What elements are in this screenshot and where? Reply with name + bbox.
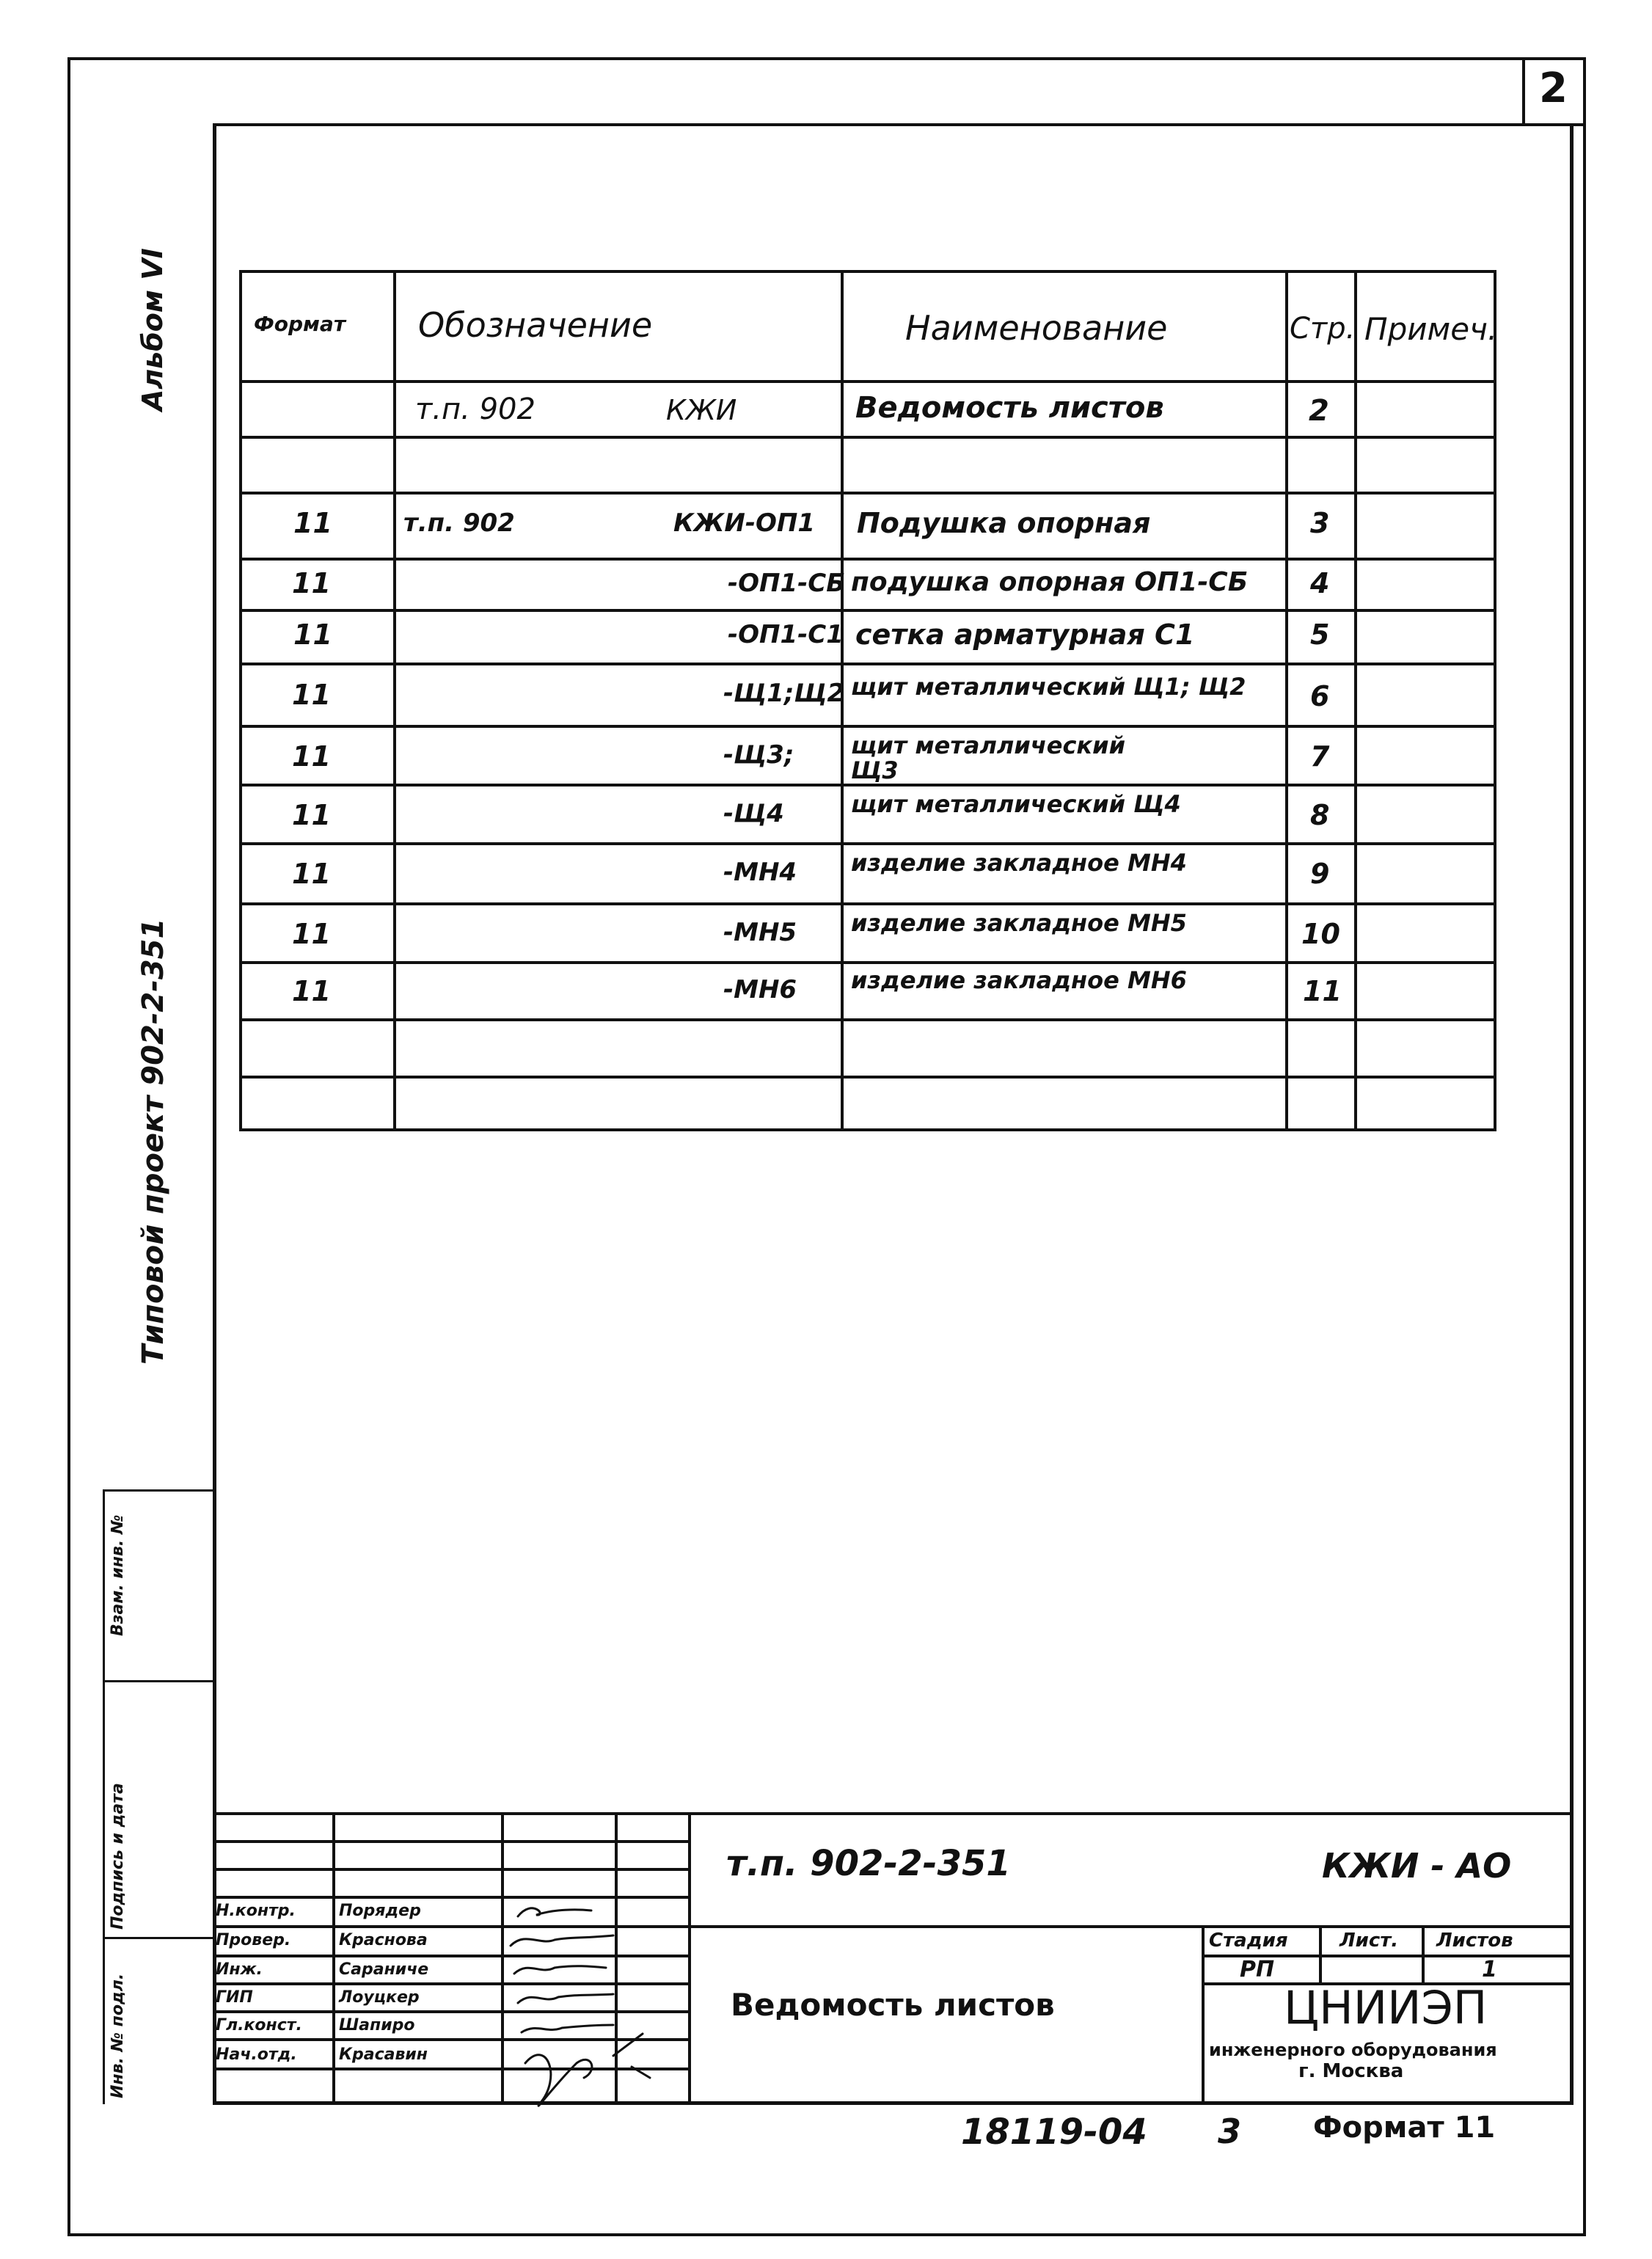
person-name: Лоуцкер <box>339 1988 420 2007</box>
header-page: Стр. <box>1290 312 1356 346</box>
project-label: Типовой проект 902-2-351 <box>136 918 170 1365</box>
title-name: Ведомость листов <box>731 1987 1055 2023</box>
row8-page: 9 <box>1310 858 1330 890</box>
row4-designation-right: -ОП1-С1 <box>728 620 844 649</box>
album-label: Альбом VI <box>136 248 169 411</box>
org-name: ЦНИИЭП <box>1284 1981 1488 2034</box>
row6-name: щит металлический Щ3 <box>851 731 1125 784</box>
label-sheets: Листов <box>1436 1930 1513 1952</box>
row5-designation-right: -Щ1;Щ2 <box>723 679 845 708</box>
stamp-label-inv: Инв. № подл. <box>109 1973 127 2098</box>
footer-code: 18119-04 <box>961 2112 1147 2153</box>
row4-format: 11 <box>293 618 332 651</box>
header-name: Наименование <box>905 308 1168 348</box>
row8-designation-right: -МН4 <box>723 858 797 887</box>
org-city: г. Москва <box>1298 2060 1404 2082</box>
row8-format: 11 <box>292 858 331 890</box>
row10-name: изделие закладное МН6 <box>851 966 1187 994</box>
person-name: Сараниче <box>339 1960 429 1979</box>
row2-format: 11 <box>293 507 332 539</box>
value-stage: РП <box>1240 1957 1275 1982</box>
row10-format: 11 <box>292 975 331 1007</box>
row9-format: 11 <box>292 918 331 950</box>
header-format: Формат <box>254 312 346 336</box>
row2-designation-right: КЖИ-ОП1 <box>673 508 815 538</box>
header-designation: Обозначение <box>418 305 653 345</box>
row4-name: сетка арматурная С1 <box>855 618 1195 651</box>
row9-page: 10 <box>1301 918 1340 950</box>
label-sheet: Лист. <box>1339 1930 1399 1952</box>
row0-name: Ведомость листов <box>855 391 1164 425</box>
row4-page: 5 <box>1310 618 1330 651</box>
row7-name: щит металлический Щ4 <box>851 790 1181 818</box>
row9-designation-right: -МН5 <box>723 918 797 947</box>
row5-name: щит металлический Щ1; Щ2 <box>851 673 1246 701</box>
person-role: Н.контр. <box>216 1902 296 1920</box>
row9-name: изделие закладное МН5 <box>851 909 1187 937</box>
label-stage: Стадия <box>1209 1930 1288 1952</box>
person-name: Красавин <box>339 2045 428 2064</box>
title-doc-code: т.п. 902-2-351 <box>726 1843 1011 1884</box>
row8-name: изделие закладное МН4 <box>851 849 1187 877</box>
row3-page: 4 <box>1310 567 1330 599</box>
row7-page: 8 <box>1310 799 1330 831</box>
footer-format: Формат 11 <box>1313 2111 1496 2145</box>
row7-format: 11 <box>292 799 331 831</box>
stamp-label-replace: Взам. инв. № <box>109 1514 127 1636</box>
row6-format: 11 <box>292 740 331 773</box>
org-sub: инженерного оборудования <box>1209 2040 1497 2060</box>
row2-designation-left: т.п. 902 <box>403 508 515 538</box>
row2-name: Подушка опорная <box>857 507 1151 539</box>
row6-page: 7 <box>1310 740 1330 773</box>
person-role: Гл.конст. <box>216 2016 302 2034</box>
person-name: Краснова <box>339 1931 428 1949</box>
person-name: Шапиро <box>339 2016 415 2034</box>
row6-designation-right: -Щ3; <box>723 740 794 770</box>
person-name: Порядер <box>339 1902 421 1920</box>
sheet-number: 2 <box>1539 65 1568 112</box>
row10-designation-right: -МН6 <box>723 975 797 1004</box>
person-role: Нач.отд. <box>216 2045 297 2064</box>
row5-page: 6 <box>1310 680 1330 712</box>
stamp-label-sign: Подпись и дата <box>109 1783 127 1930</box>
row3-name: подушка опорная ОП1-СБ <box>851 567 1249 597</box>
row3-designation-right: -ОП1-СБ <box>728 569 846 598</box>
signatures <box>503 1894 694 2136</box>
row2-page: 3 <box>1310 507 1330 539</box>
header-note: Примеч. <box>1364 311 1498 347</box>
row0-designation-left: т.п. 902 <box>415 393 536 426</box>
row3-format: 11 <box>292 567 331 599</box>
footer-num: 3 <box>1218 2112 1242 2151</box>
title-mark: КЖИ - АО <box>1322 1846 1512 1886</box>
value-sheets: 1 <box>1482 1957 1497 1982</box>
person-role: Провер. <box>216 1931 291 1949</box>
row0-page: 2 <box>1309 394 1329 428</box>
row0-designation-right: КЖИ <box>666 394 737 426</box>
person-role: ГИП <box>216 1988 253 2007</box>
row7-designation-right: -Щ4 <box>723 799 784 828</box>
row5-format: 11 <box>292 679 331 711</box>
row10-page: 11 <box>1303 975 1342 1007</box>
person-role: Инж. <box>216 1960 263 1979</box>
